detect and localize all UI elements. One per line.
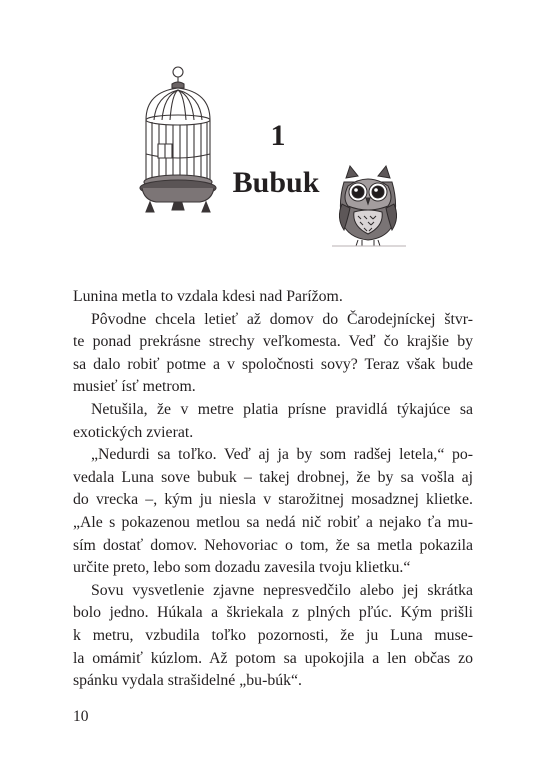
text-line: vedala Luna sove bubuk – takej drobnej, že by sa vošla aj — [73, 468, 473, 486]
text-line: spánku vydala strašidelné „bu-búk“. — [73, 672, 302, 690]
text-line: Sovu vysvetlenie zjavne nepresvedčilo alebo jej skrátka — [91, 581, 473, 599]
chapter-body — [73, 286, 473, 693]
text-line: sím dostať domov. Nehovoriac o tom, že sa metla pokazila — [73, 536, 473, 554]
text-line: la omámiť kúzlom. Až potom sa upokojila a len občas zo — [73, 649, 473, 667]
text-line: k metru, vzbudila toľko pozornosti, že ju Luna muse- — [73, 626, 473, 644]
paragraph-3 — [73, 399, 473, 444]
owl-illustration — [328, 152, 408, 248]
paragraph-1 — [73, 286, 473, 309]
chapter-number: 1 — [270, 119, 286, 152]
text-line: exotických zvierat. — [73, 423, 194, 441]
text-line: Netušila, že v metre platia prísne pravidlá týkajúce sa — [91, 400, 473, 418]
birdcage-illustration — [132, 62, 224, 217]
paragraph-4 — [73, 444, 473, 580]
text-line: bolo jedno. Húkala a škriekala z plných pľúc. Kým prišli — [73, 604, 473, 622]
text-line: Pôvodne chcela letieť až domov do Čarodejníckej štvr- — [91, 310, 473, 328]
text-line: musieť ísť metrom. — [73, 378, 196, 396]
text-line: do vrecka –, kým ju niesla v starožitnej mosadznej klietke. — [73, 491, 473, 509]
text-line: určite preto, lebo som dozadu zavesila tvoju klietku.“ — [73, 559, 411, 577]
text-line: sa dalo robiť potme a v spoločnosti sovy? Teraz však bude — [73, 355, 473, 373]
chapter-title: Bubuk — [232, 166, 320, 199]
page-number: 10 — [73, 708, 89, 725]
paragraph-5 — [73, 580, 473, 693]
text-line: te ponad prekrásne strechy veľkomesta. Veď čo krajšie by — [73, 333, 473, 351]
text-line: „Nedurdi sa toľko. Veď aj ja by som radšej letela,“ po- — [91, 446, 473, 464]
text-line: „Ale s pokazenou metlou sa nedá nič robiť a nejako ťa mu- — [73, 513, 473, 531]
text-line: Lunina metla to vzdala kdesi nad Parížom. — [73, 288, 343, 305]
paragraph-2 — [73, 309, 473, 399]
